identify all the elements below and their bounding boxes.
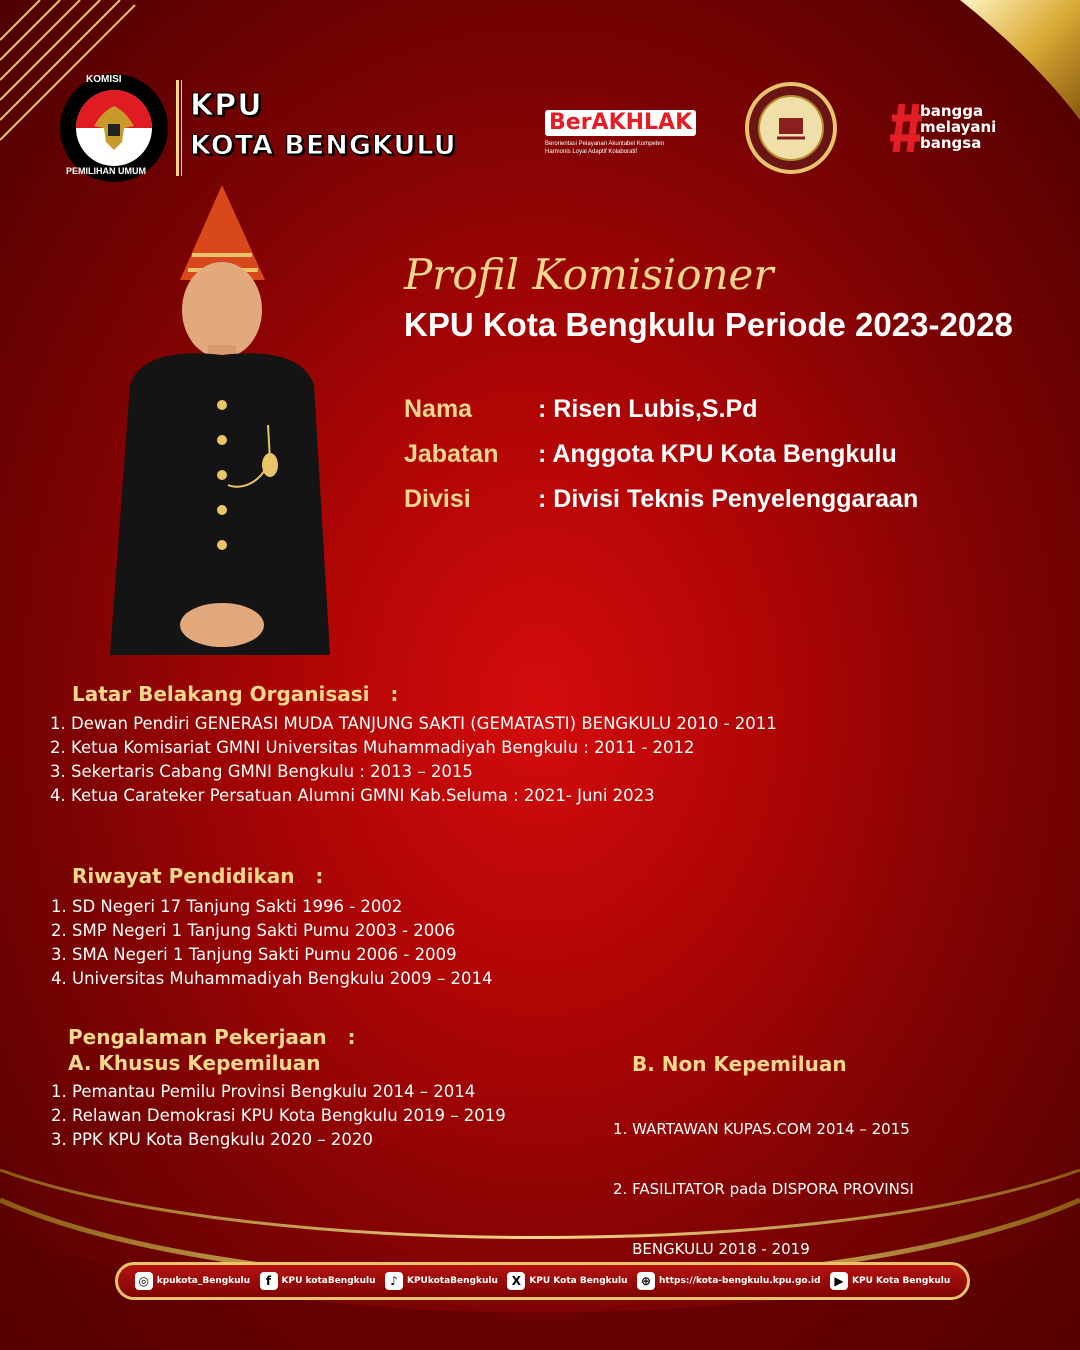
info-label: Jabatan	[404, 440, 499, 468]
list-item: 2. Relawan Demokrasi KPU Kota Bengkulu 2019 – 2019	[51, 1106, 506, 1125]
list-item: 3. Sekertaris Cabang GMNI Bengkulu : 2013 – 2015	[50, 762, 473, 781]
instagram-icon: ◎	[135, 1272, 153, 1290]
social-youtube[interactable]	[830, 1272, 950, 1290]
social-media-bar	[115, 1262, 970, 1300]
list-item: 2. FASILITATOR pada DISPORA PROVINSI	[613, 1180, 914, 1198]
pendidikan-section-title: Riwayat Pendidikan :	[72, 864, 324, 888]
berakhlak-logo: BerAKHLAK	[545, 110, 696, 136]
list-item: 1. Pemantau Pemilu Provinsi Bengkulu 2014 – 2014	[51, 1082, 476, 1101]
melayani-word: melayani	[920, 118, 997, 136]
org-name-line1: KPU	[190, 88, 263, 123]
list-item: 1. SD Negeri 17 Tanjung Sakti 1996 - 2002	[51, 897, 403, 916]
non-kepemiluan-list	[613, 1080, 914, 1279]
social-label: KPU Kota Bengkulu	[529, 1276, 628, 1286]
bangga-melayani-bangsa-logo	[920, 103, 996, 151]
info-value: : Divisi Teknis Penyelenggaraan	[538, 485, 919, 513]
social-instagram[interactable]	[135, 1272, 250, 1290]
bottom-swoosh-ornament	[0, 1130, 1080, 1350]
list-item: 1. WARTAWAN KUPAS.COM 2014 – 2015	[613, 1120, 910, 1138]
youtube-icon: ▶	[830, 1272, 848, 1290]
list-item: 3. PPK KPU Kota Bengkulu 2020 – 2020	[51, 1130, 373, 1149]
commissioner-photo	[100, 185, 340, 675]
social-website[interactable]	[637, 1272, 821, 1290]
list-item: 2. SMP Negeri 1 Tanjung Sakti Pumu 2003 - 2006	[51, 921, 456, 940]
social-label: KPU Kota Bengkulu	[852, 1276, 951, 1286]
list-item: 3. SMA Negeri 1 Tanjung Sakti Pumu 2006 - 2009	[51, 945, 457, 964]
list-item: 1. Dewan Pendiri GENERASI MUDA TANJUNG SAKTI (GEMATASTI) BENGKULU 2010 - 2011	[50, 714, 777, 733]
tiktok-icon: ♪	[385, 1272, 403, 1290]
org-name-line2: KOTA BENGKULU	[190, 130, 457, 161]
pendidikan-list	[51, 895, 492, 991]
logo-ring-top: KOMISI	[86, 74, 122, 85]
khusus-kepemiluan-list	[51, 1080, 506, 1152]
organisasi-list	[50, 712, 777, 808]
info-label: Nama	[404, 395, 473, 423]
social-label: KPU kotaBengkulu	[281, 1276, 376, 1286]
organisasi-section-title: Latar Belakang Organisasi :	[72, 682, 399, 706]
social-label: kpukota_Bengkulu	[156, 1276, 251, 1286]
info-label: Divisi	[404, 485, 471, 513]
pekerjaan-section-title: Pengalaman Pekerjaan :	[68, 1025, 356, 1049]
khusus-kepemiluan-title: A. Khusus Kepemiluan	[68, 1051, 321, 1075]
logo-ring-bottom: PEMILIHAN UMUM	[66, 166, 146, 176]
berakhlak-tagline: Berorientasi Pelayanan Akuntabel Kompeten Harmonis Loyal Adaptif Kolaboratif	[545, 141, 665, 155]
page-title: KPU Kota Bengkulu Periode 2023-2028	[404, 306, 1013, 343]
bangga-word: bangga	[920, 102, 984, 120]
globe-icon: ⊕	[637, 1272, 655, 1290]
x-icon: X	[507, 1272, 525, 1290]
social-x[interactable]	[507, 1272, 627, 1290]
info-row-divisi	[404, 485, 918, 514]
facebook-icon: f	[260, 1272, 278, 1290]
social-label: https://kota-bengkulu.kpu.go.id	[659, 1276, 821, 1286]
bangsa-word: bangsa	[920, 134, 982, 152]
list-item: BENGKULU 2018 - 2019	[613, 1240, 810, 1258]
info-value: : Risen Lubis,S.Pd	[538, 395, 758, 423]
info-value: : Anggota KPU Kota Bengkulu	[538, 440, 897, 468]
non-kepemiluan-title: B. Non Kepemiluan	[632, 1052, 847, 1076]
info-row-jabatan	[404, 440, 897, 469]
profile-script-title: Profil Komisioner	[404, 250, 774, 299]
social-tiktok[interactable]	[385, 1272, 498, 1290]
list-item: 4. Ketua Carateker Persatuan Alumni GMNI Kab.Seluma : 2021- Juni 2023	[50, 786, 655, 805]
list-item: 2. Ketua Komisariat GMNI Universitas Muhammadiyah Bengkulu : 2011 - 2012	[50, 738, 695, 757]
header-divider	[176, 80, 182, 176]
info-row-nama	[404, 395, 757, 424]
social-facebook[interactable]	[260, 1272, 376, 1290]
list-item: 4. Universitas Muhammadiyah Bengkulu 2009 – 2014	[51, 969, 493, 988]
ketapel-seal-logo	[745, 82, 837, 174]
hashtag-icon	[890, 100, 924, 156]
social-label: KPUkotaBengkulu	[406, 1276, 498, 1286]
